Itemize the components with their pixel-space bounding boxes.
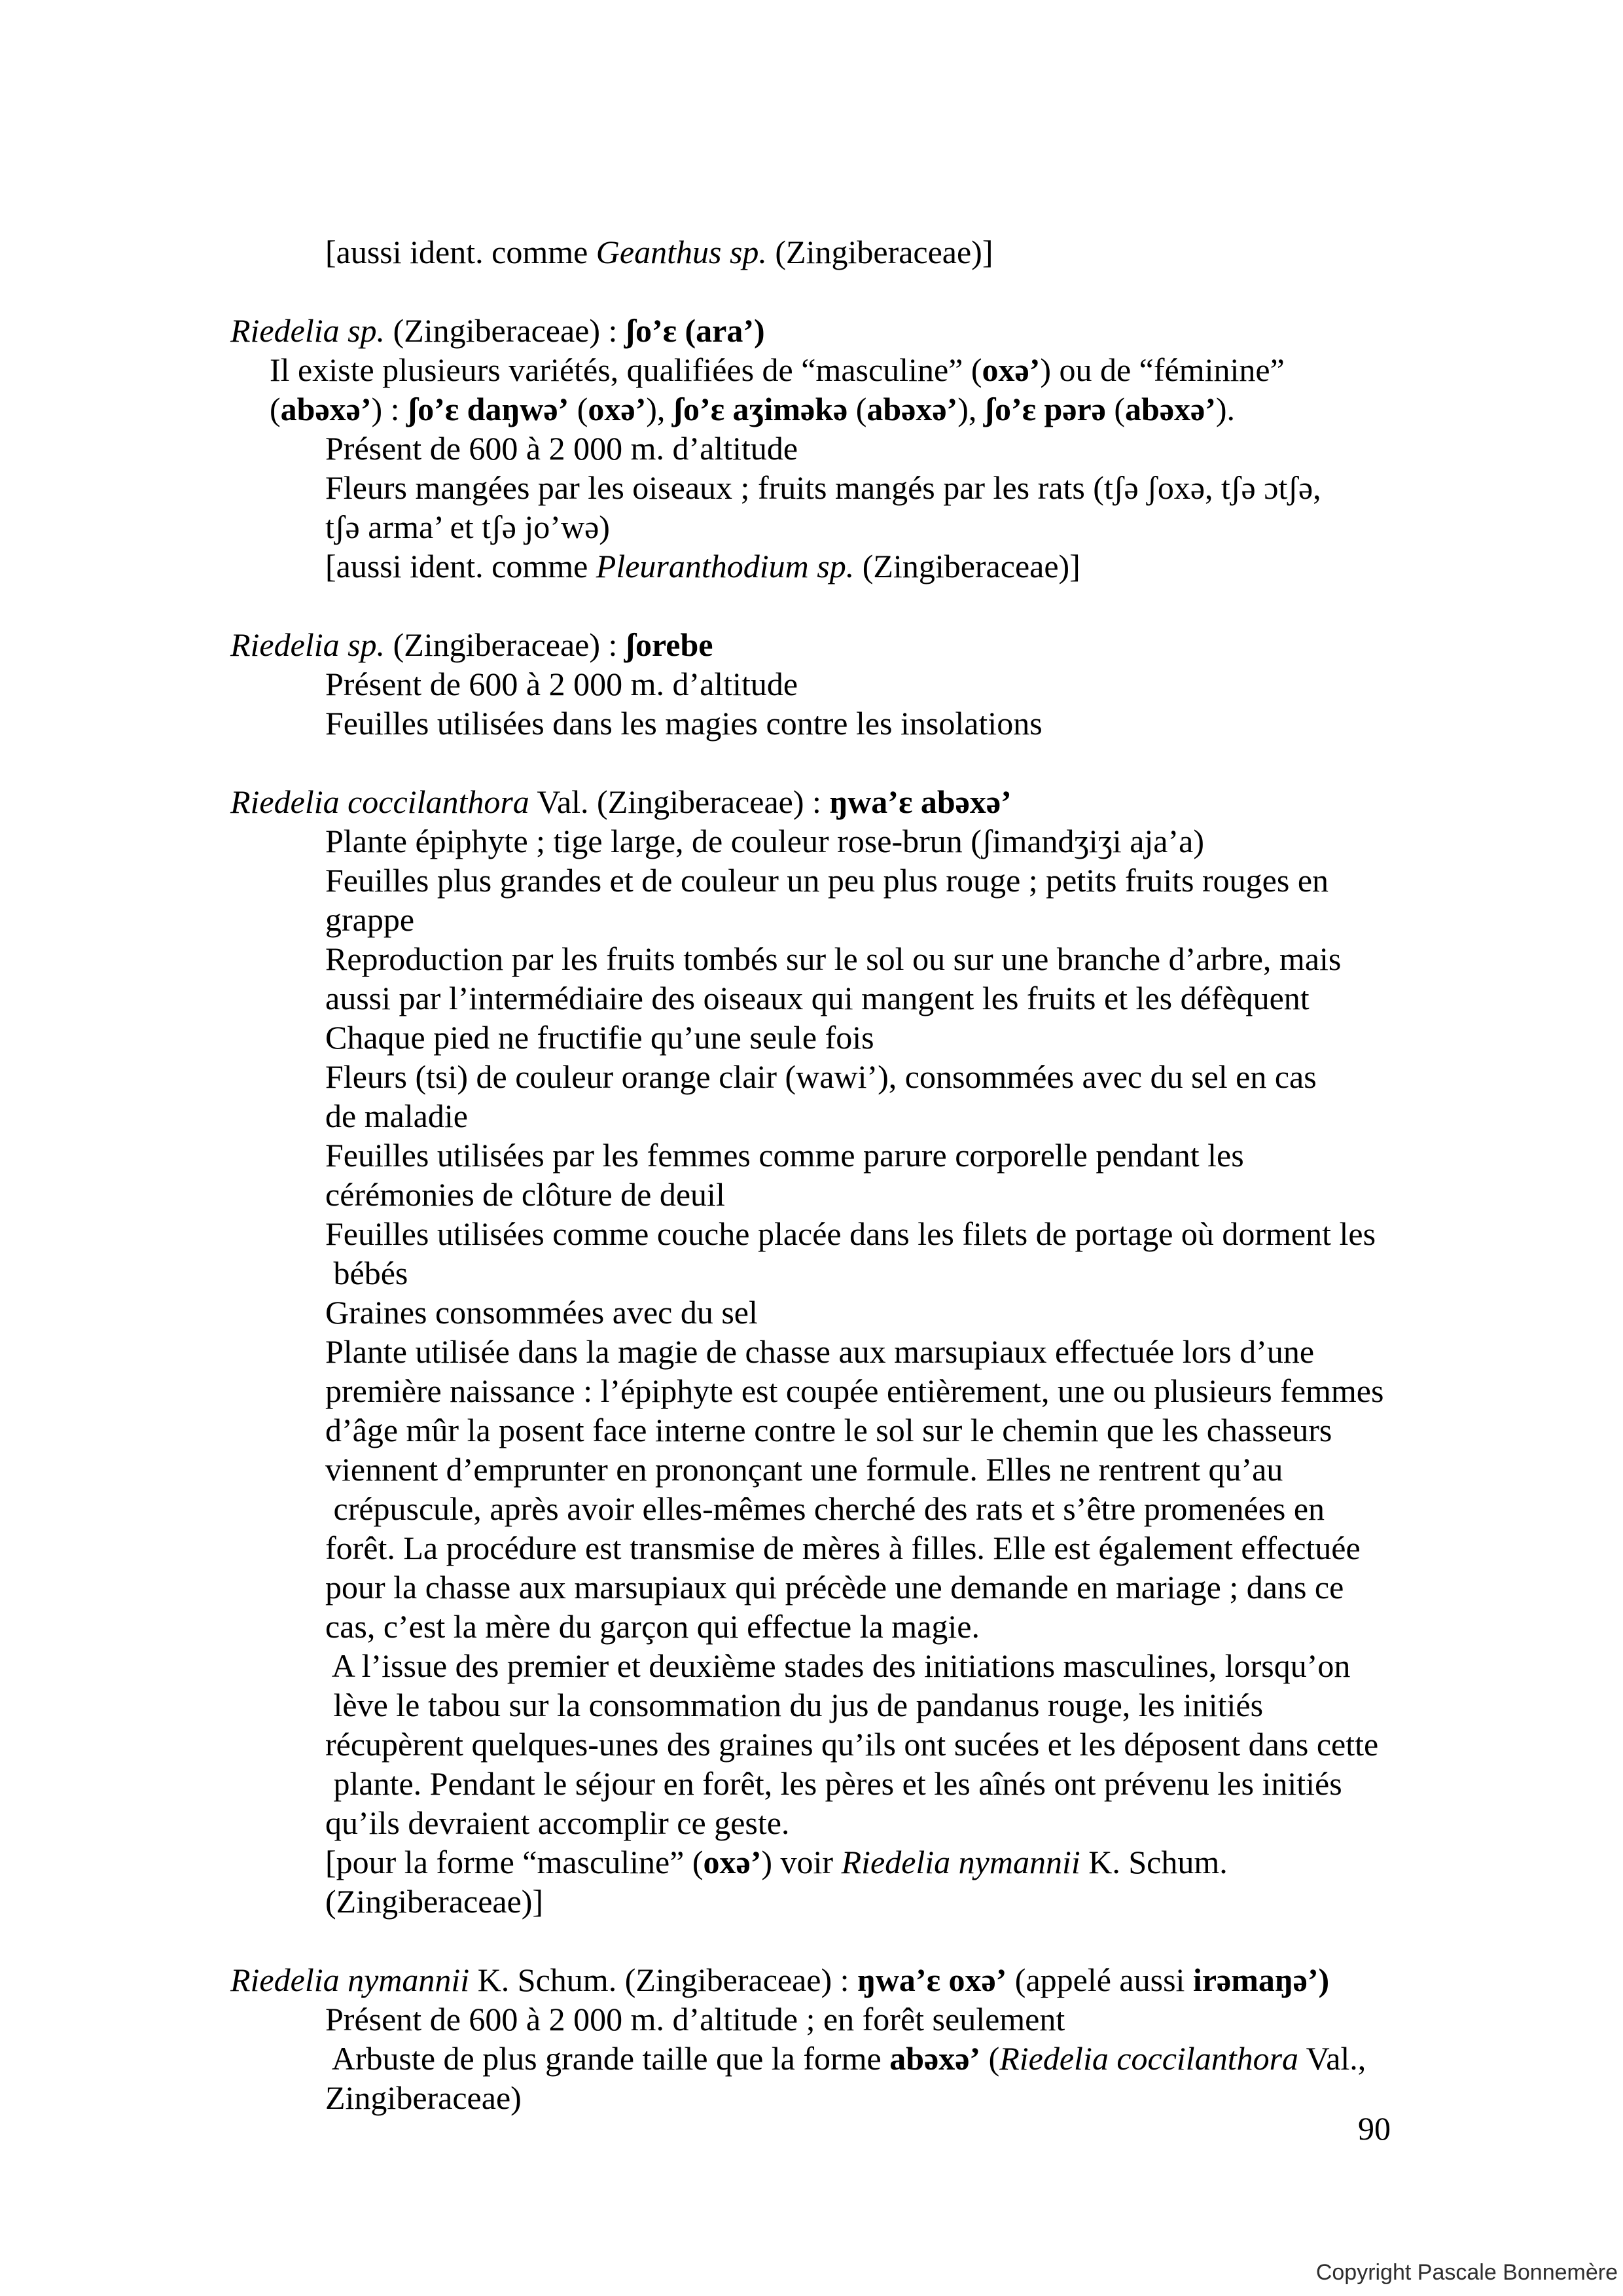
text-segment: Val. (Zingiberaceae) : xyxy=(529,783,830,820)
text-line xyxy=(0,1528,1623,1568)
text-segment: [aussi ident. comme xyxy=(325,548,596,584)
text-line xyxy=(0,1018,1623,1057)
text-line xyxy=(0,1882,1623,1921)
text-segment: ), xyxy=(957,391,985,427)
entry-heading xyxy=(0,782,1623,821)
text-segment: (Zingiberaceae)] xyxy=(766,234,993,270)
entry-heading xyxy=(0,1960,1623,2000)
phonetic-term: irəmaŋə’) xyxy=(1192,1962,1330,1998)
text-segment: (appelé aussi xyxy=(1007,1962,1193,1998)
text-segment: Feuilles utilisées par les femmes comme parure corporelle pendant les xyxy=(325,1137,1244,1174)
text-segment: Reproduction par les fruits tombés sur le sol ou sur une branche d’arbre, mais xyxy=(325,941,1342,977)
text-line xyxy=(0,468,1623,507)
text-line xyxy=(0,1253,1623,1293)
text-segment: Plante épiphyte ; tige large, de couleur rose-brun (ʃimandʒiʒi aja’a) xyxy=(325,823,1204,859)
text-line xyxy=(0,821,1623,861)
text-line xyxy=(0,2039,1623,2078)
phonetic-term: oxə’ xyxy=(703,1844,762,1880)
text-line xyxy=(0,1685,1623,1725)
text-segment: viennent d’emprunter en prononçant une formule. Elles ne rentrent qu’au xyxy=(325,1451,1283,1488)
text-segment: d’âge mûr la posent face interne contre le sol sur le chemin que les chasseurs xyxy=(325,1412,1332,1448)
text-line xyxy=(0,2000,1623,2039)
phonetic-term: ŋwa’ɛ abəxə’ xyxy=(829,783,1012,820)
text-segment: cas, c’est la mère du garçon qui effectue la magie. xyxy=(325,1608,980,1645)
text-line xyxy=(0,704,1623,743)
text-line xyxy=(0,1096,1623,1136)
species-name: Pleuranthodium sp. xyxy=(596,548,855,584)
phonetic-term: abəxə’ xyxy=(280,391,372,427)
phonetic-term: ʃo’ɛ (ara’) xyxy=(625,312,765,349)
text-segment: Arbuste de plus grande taille que la forme xyxy=(325,2040,890,2077)
phonetic-term: abəxə’ xyxy=(866,391,958,427)
text-line xyxy=(0,1214,1623,1253)
text-segment: A l’issue des premier et deuxième stades des initiations masculines, lorsqu’on xyxy=(325,1647,1351,1684)
text-segment: Il existe plusieurs variétés, qualifiées de “masculine” ( xyxy=(270,351,982,388)
text-line xyxy=(0,1646,1623,1685)
text-line xyxy=(0,861,1623,900)
text-segment: ), xyxy=(646,391,673,427)
phonetic-term: ŋwa’ɛ oxə’ xyxy=(857,1962,1007,1998)
text-segment: Feuilles plus grandes et de couleur un peu plus rouge ; petits fruits rouges en xyxy=(325,862,1329,899)
text-segment: (Zingiberaceae)] xyxy=(854,548,1080,584)
species-name: Riedelia sp. xyxy=(230,626,385,663)
text-segment: Fleurs mangées par les oiseaux ; fruits mangés par les rats (tʃə ʃoxə, tʃə ɔtʃə, xyxy=(325,469,1321,506)
text-line xyxy=(0,1332,1623,1371)
text-segment: grappe xyxy=(325,901,415,938)
text-segment: [aussi ident. comme xyxy=(325,234,596,270)
text-line xyxy=(0,978,1623,1018)
text-line xyxy=(0,547,1623,586)
text-line xyxy=(0,507,1623,547)
text-segment: Chaque pied ne fructifie qu’une seule fois xyxy=(325,1019,874,1056)
text-segment: Présent de 600 à 2 000 m. d’altitude xyxy=(325,430,798,467)
text-segment: première naissance : l’épiphyte est coupée entièrement, une ou plusieurs femmes xyxy=(325,1372,1384,1409)
text-segment: qu’ils devraient accomplir ce geste. xyxy=(325,1804,790,1841)
blank-line xyxy=(0,586,1623,625)
text-line xyxy=(0,1568,1623,1607)
species-name: Riedelia coccilanthora xyxy=(230,783,529,820)
text-line xyxy=(0,1057,1623,1096)
phonetic-term: ʃo’ɛ pərə xyxy=(984,391,1106,427)
phonetic-term: ʃo’ɛ daŋwə’ xyxy=(408,391,569,427)
text-line xyxy=(0,1725,1623,1764)
text-segment: cérémonies de clôture de deuil xyxy=(325,1176,725,1213)
blank-line xyxy=(0,1921,1623,1960)
text-line xyxy=(0,232,1623,272)
text-segment: ) : xyxy=(371,391,408,427)
phonetic-term: oxə’ xyxy=(982,351,1041,388)
text-line xyxy=(0,1607,1623,1646)
text-line xyxy=(0,389,1623,429)
text-segment: ( xyxy=(270,391,281,427)
text-segment: (Zingiberaceae)] xyxy=(325,1883,544,1920)
text-segment: ( xyxy=(1105,391,1126,427)
text-segment: ) voir xyxy=(761,1844,842,1880)
text-line xyxy=(0,1450,1623,1489)
species-name: Riedelia coccilanthora xyxy=(999,2040,1299,2077)
text-line xyxy=(0,1136,1623,1175)
text-line xyxy=(0,664,1623,704)
text-segment: plante. Pendant le séjour en forêt, les pères et les aînés ont prévenu les initiés xyxy=(325,1765,1342,1802)
text-line xyxy=(0,1803,1623,1842)
text-segment: bébés xyxy=(325,1255,408,1291)
text-line xyxy=(0,939,1623,978)
species-name: Riedelia nymannii xyxy=(230,1962,470,1998)
text-segment: Feuilles utilisées dans les magies contre les insolations xyxy=(325,705,1043,742)
text-segment: ) ou de “féminine” xyxy=(1040,351,1285,388)
phonetic-term: ʃorebe xyxy=(625,626,713,663)
text-segment: Présent de 600 à 2 000 m. d’altitude ; en forêt seulement xyxy=(325,2001,1065,2037)
text-segment: ( xyxy=(847,391,867,427)
text-line xyxy=(0,429,1623,468)
text-segment: aussi par l’intermédiaire des oiseaux qui mangent les fruits et les défèquent xyxy=(325,980,1310,1016)
text-segment: de maladie xyxy=(325,1098,468,1134)
copyright-notice: Copyright Pascale Bonnemère xyxy=(1315,2260,1618,2285)
text-segment: (Zingiberaceae) : xyxy=(385,312,626,349)
text-line xyxy=(0,1410,1623,1450)
species-name: Geanthus sp. xyxy=(596,234,767,270)
text-segment: K. Schum. xyxy=(1080,1844,1228,1880)
species-name: Riedelia nymannii xyxy=(841,1844,1080,1880)
text-segment: Zingiberaceae) xyxy=(325,2079,522,2116)
text-segment: Val., xyxy=(1298,2040,1366,2077)
text-segment: ). xyxy=(1215,391,1236,427)
text-line xyxy=(0,350,1623,389)
text-segment: crépuscule, après avoir elles-mêmes cherché des rats et s’être promenées en xyxy=(325,1490,1325,1527)
text-line xyxy=(0,1489,1623,1528)
text-line xyxy=(0,1293,1623,1332)
phonetic-term: oxə’ xyxy=(588,391,647,427)
text-segment: [pour la forme “masculine” ( xyxy=(325,1844,704,1880)
page-number: 90 xyxy=(1358,2110,1391,2147)
blank-line xyxy=(0,743,1623,782)
text-segment: pour la chasse aux marsupiaux qui précède une demande en mariage ; dans ce xyxy=(325,1569,1344,1605)
text-line xyxy=(0,1764,1623,1803)
text-segment: Graines consommées avec du sel xyxy=(325,1294,758,1331)
entry-heading xyxy=(0,311,1623,350)
text-line xyxy=(0,1842,1623,1882)
text-segment: récupèrent quelques-unes des graines qu’ils ont sucées et les déposent dans cette xyxy=(325,1726,1379,1763)
text-segment: Présent de 600 à 2 000 m. d’altitude xyxy=(325,666,798,702)
text-segment: Feuilles utilisées comme couche placée dans les filets de portage où dorment les xyxy=(325,1215,1376,1252)
text-segment: tʃə arma’ et tʃə jo’wə) xyxy=(325,509,610,545)
blank-line xyxy=(0,272,1623,311)
entry-heading xyxy=(0,625,1623,664)
text-segment: ( xyxy=(569,391,588,427)
text-line xyxy=(0,900,1623,939)
text-segment: K. Schum. (Zingiberaceae) : xyxy=(469,1962,858,1998)
text-segment: forêt. La procédure est transmise de mères à filles. Elle est également effectuée xyxy=(325,1530,1361,1566)
text-segment: Fleurs (tsi) de couleur orange clair (wawi’), consommées avec du sel en cas xyxy=(325,1058,1317,1095)
text-segment: ( xyxy=(980,2040,1000,2077)
phonetic-term: abəxə’ xyxy=(889,2040,981,2077)
phonetic-term: abəxə’ xyxy=(1125,391,1216,427)
text-segment: (Zingiberaceae) : xyxy=(385,626,626,663)
text-segment: Plante utilisée dans la magie de chasse aux marsupiaux effectuée lors d’une xyxy=(325,1333,1315,1370)
phonetic-term: ʃo’ɛ aʒiməkə xyxy=(673,391,848,427)
text-segment: lève le tabou sur la consommation du jus de pandanus rouge, les initiés xyxy=(325,1687,1264,1723)
species-name: Riedelia sp. xyxy=(230,312,385,349)
text-line xyxy=(0,1175,1623,1214)
text-line xyxy=(0,1371,1623,1410)
